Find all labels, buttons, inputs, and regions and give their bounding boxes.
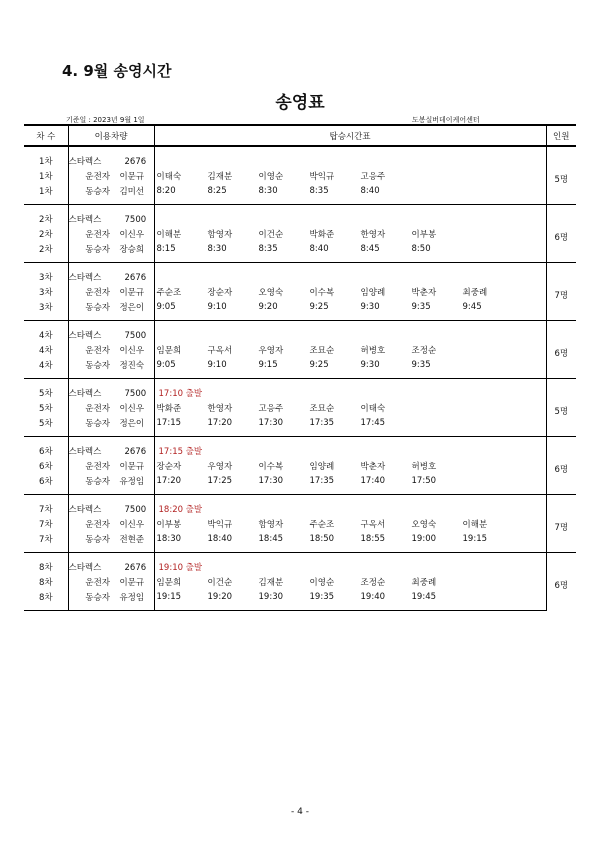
pickup-time: 9:10 <box>207 359 227 370</box>
escort-name: 정은이 <box>110 299 154 321</box>
passenger-name: 오영숙 <box>411 519 437 530</box>
pickup-times <box>154 531 546 553</box>
depart-cell <box>154 146 546 168</box>
escort-label: 동승자 <box>68 589 110 611</box>
driver-name: 이신우 <box>110 342 154 357</box>
escort-name: 유정임 <box>110 589 154 611</box>
passenger-name: 이해분 <box>156 229 182 240</box>
driver-row <box>24 574 576 589</box>
depart-time: 18:20 출발 <box>158 504 203 515</box>
pickup-time: 17:30 <box>258 475 284 486</box>
pickup-time: 9:05 <box>156 359 176 370</box>
pickup-time: 8:50 <box>411 243 431 254</box>
passenger-name: 최중례 <box>462 287 488 298</box>
pickup-time: 19:15 <box>462 533 488 544</box>
pickup-time: 19:40 <box>360 591 386 602</box>
pickup-time: 17:40 <box>360 475 386 486</box>
car-label: 5차 <box>24 415 68 437</box>
passenger-name: 최중례 <box>411 577 437 588</box>
passenger-name: 주순조 <box>309 519 335 530</box>
pickup-time: 17:20 <box>156 475 182 486</box>
driver-label: 운전자 <box>85 577 110 588</box>
car-label: 7차 <box>24 531 68 553</box>
car-label: 2차 <box>24 241 68 263</box>
pickup-time: 19:15 <box>156 591 182 602</box>
passenger-name: 우영자 <box>258 345 284 356</box>
escort-label: 동승자 <box>85 244 110 255</box>
pickup-time: 9:05 <box>156 301 176 312</box>
escort-row <box>24 357 576 379</box>
depart-cell <box>154 321 546 343</box>
pickup-time: 9:30 <box>360 301 380 312</box>
passenger-name: 함영자 <box>207 229 233 240</box>
center-name: 도봉실버데이케어센터 <box>412 116 480 124</box>
driver-row <box>24 342 576 357</box>
header-car: 차 수 <box>24 125 68 146</box>
passenger-count: 6명 <box>546 321 576 379</box>
passenger-name: 이태숙 <box>360 403 386 414</box>
pickup-time: 17:20 <box>207 417 233 428</box>
pickup-time: 9:25 <box>309 301 329 312</box>
pickup-time: 9:35 <box>411 301 431 312</box>
passenger-names <box>154 574 546 589</box>
driver-name: 이문규 <box>110 284 154 299</box>
pickup-time: 17:35 <box>309 475 335 486</box>
pickup-time: 18:40 <box>207 533 233 544</box>
pickup-time: 17:25 <box>207 475 233 486</box>
escort-name: 김미선 <box>110 183 154 205</box>
depart-time <box>155 156 159 166</box>
driver-row <box>24 458 576 473</box>
vehicle-row <box>24 437 576 459</box>
driver-name: 이문규 <box>110 574 154 589</box>
passenger-name: 이영순 <box>258 171 284 182</box>
escort-row <box>24 473 576 495</box>
passenger-names <box>154 226 546 241</box>
pickup-times <box>154 589 546 611</box>
driver-row <box>24 168 576 183</box>
vehicle-cell <box>68 321 154 343</box>
passenger-name: 장순자 <box>207 287 233 298</box>
vehicle-cell <box>68 553 154 575</box>
passenger-name: 허병호 <box>411 461 437 472</box>
pickup-times <box>154 473 546 495</box>
pickup-time: 17:15 <box>156 417 182 428</box>
escort-label: 동승자 <box>85 302 110 313</box>
passenger-name: 한영자 <box>207 403 233 414</box>
passenger-name: 임문희 <box>156 577 182 588</box>
table-header-row <box>24 125 576 146</box>
escort-label: 동승자 <box>85 476 110 487</box>
passenger-name: 이태숙 <box>156 171 182 182</box>
pickup-time: 9:30 <box>360 359 380 370</box>
pickup-time: 8:25 <box>207 185 227 196</box>
car-label: 4차 <box>24 357 68 379</box>
driver-label: 운전자 <box>85 345 110 356</box>
pickup-time: 18:45 <box>258 533 284 544</box>
passenger-name: 김재분 <box>207 171 233 182</box>
passenger-name: 박익규 <box>207 519 233 530</box>
passenger-name: 이수복 <box>309 287 335 298</box>
depart-time: 17:15 출발 <box>158 446 203 457</box>
pickup-time: 17:35 <box>309 417 335 428</box>
vehicle-cell <box>68 437 154 459</box>
escort-row <box>24 531 576 553</box>
vehicle-row <box>24 495 576 517</box>
vehicle-row <box>24 321 576 343</box>
vehicle-row <box>24 205 576 227</box>
header-vehicle: 이용차량 <box>68 125 154 146</box>
passenger-name: 구옥서 <box>207 345 233 356</box>
depart-cell <box>154 205 546 227</box>
escort-name: 정진숙 <box>110 357 154 379</box>
document-title: 송영표 <box>275 93 325 113</box>
driver-name: 이신우 <box>110 400 154 415</box>
driver-label: 운전자 <box>85 287 110 298</box>
pickup-time: 19:45 <box>411 591 437 602</box>
pickup-time: 9:35 <box>411 359 431 370</box>
vehicle-name: 스타렉스 <box>68 446 102 457</box>
escort-name: 장승희 <box>110 241 154 263</box>
pickup-times <box>154 299 546 321</box>
passenger-count: 5명 <box>546 379 576 437</box>
header-count: 인원 <box>546 125 576 146</box>
driver-name: 이문규 <box>110 458 154 473</box>
passenger-name: 조정순 <box>360 577 386 588</box>
pickup-time: 8:30 <box>207 243 227 254</box>
passenger-name: 구옥서 <box>360 519 386 530</box>
depart-time <box>155 214 159 224</box>
vehicle-number: 2676 <box>124 446 147 457</box>
vehicle-number: 2676 <box>124 156 147 167</box>
passenger-count: 5명 <box>546 146 576 205</box>
pickup-time: 8:15 <box>156 243 176 254</box>
driver-label: 운전자 <box>85 461 110 472</box>
vehicle-name: 스타렉스 <box>68 272 102 283</box>
pickup-time: 8:45 <box>360 243 380 254</box>
depart-time <box>155 272 159 282</box>
escort-row <box>24 299 576 321</box>
schedule-body <box>24 146 576 611</box>
pickup-time: 17:50 <box>411 475 437 486</box>
car-label: 3차 <box>24 263 68 285</box>
passenger-name: 박춘자 <box>411 287 437 298</box>
passenger-name: 이건순 <box>207 577 233 588</box>
driver-row <box>24 400 576 415</box>
pickup-times <box>154 357 546 379</box>
driver-row <box>24 226 576 241</box>
passenger-name: 이부봉 <box>411 229 437 240</box>
car-label: 5차 <box>24 400 68 415</box>
schedule-table <box>24 124 576 611</box>
vehicle-name: 스타렉스 <box>68 388 102 399</box>
car-label: 6차 <box>24 437 68 459</box>
pickup-time: 9:15 <box>258 359 278 370</box>
driver-row <box>24 284 576 299</box>
passenger-name: 김재분 <box>258 577 284 588</box>
depart-cell <box>154 379 546 401</box>
depart-time: 19:10 출발 <box>158 562 203 573</box>
car-label: 4차 <box>24 321 68 343</box>
passenger-name: 고응주 <box>258 403 284 414</box>
pickup-time: 18:50 <box>309 533 335 544</box>
vehicle-cell <box>68 146 154 168</box>
car-label: 1차 <box>24 146 68 168</box>
passenger-count: 6명 <box>546 205 576 263</box>
driver-label: 운전자 <box>85 519 110 530</box>
car-label: 8차 <box>24 553 68 575</box>
car-label: 8차 <box>24 589 68 611</box>
vehicle-name: 스타렉스 <box>68 330 102 341</box>
escort-label: 동승자 <box>85 418 110 429</box>
depart-cell <box>154 263 546 285</box>
passenger-name: 박화준 <box>309 229 335 240</box>
passenger-name: 임양례 <box>360 287 386 298</box>
passenger-name: 오영숙 <box>258 287 284 298</box>
base-date: 기준일 : 2023년 9월 1일 <box>66 116 145 124</box>
pickup-time: 19:20 <box>207 591 233 602</box>
passenger-name: 이건순 <box>258 229 284 240</box>
header-schedule: 탑승시간표 <box>154 125 546 146</box>
vehicle-number: 2676 <box>124 272 147 283</box>
vehicle-name: 스타렉스 <box>68 214 102 225</box>
passenger-names <box>154 400 546 415</box>
passenger-name: 이수복 <box>258 461 284 472</box>
car-label: 6차 <box>24 473 68 495</box>
vehicle-number: 7500 <box>124 330 147 341</box>
pickup-time: 8:30 <box>258 185 278 196</box>
car-label: 8차 <box>24 574 68 589</box>
depart-time <box>155 330 159 340</box>
pickup-time: 9:25 <box>309 359 329 370</box>
car-label: 6차 <box>24 458 68 473</box>
passenger-names <box>154 458 546 473</box>
driver-name: 이신우 <box>110 226 154 241</box>
passenger-name: 임문희 <box>156 345 182 356</box>
pickup-time: 8:20 <box>156 185 176 196</box>
vehicle-cell <box>68 379 154 401</box>
escort-label: 동승자 <box>85 534 110 545</box>
depart-cell <box>154 553 546 575</box>
pickup-time: 8:35 <box>309 185 329 196</box>
passenger-name: 주순조 <box>156 287 182 298</box>
car-label: 4차 <box>24 342 68 357</box>
escort-row <box>24 183 576 205</box>
driver-label: 운전자 <box>85 229 110 240</box>
pickup-time: 19:00 <box>411 533 437 544</box>
pickup-times <box>154 415 546 437</box>
car-label: 7차 <box>24 516 68 531</box>
vehicle-name: 스타렉스 <box>68 562 102 573</box>
pickup-time: 8:40 <box>360 185 380 196</box>
passenger-name: 장순자 <box>156 461 182 472</box>
driver-label: 운전자 <box>85 403 110 414</box>
vehicle-name: 스타렉스 <box>68 504 102 515</box>
passenger-name: 이영순 <box>309 577 335 588</box>
car-label: 2차 <box>24 226 68 241</box>
escort-label: 동승자 <box>85 360 110 371</box>
car-label: 1차 <box>24 183 68 205</box>
vehicle-row <box>24 263 576 285</box>
pickup-times <box>154 183 546 205</box>
passenger-names <box>154 168 546 183</box>
passenger-name: 한영자 <box>360 229 386 240</box>
passenger-count: 7명 <box>546 263 576 321</box>
escort-row <box>24 415 576 437</box>
passenger-name: 조묘순 <box>309 403 335 414</box>
vehicle-row <box>24 379 576 401</box>
vehicle-cell <box>68 495 154 517</box>
passenger-names <box>154 284 546 299</box>
pickup-time: 17:30 <box>258 417 284 428</box>
passenger-name: 우영자 <box>207 461 233 472</box>
escort-row <box>24 589 576 611</box>
vehicle-row <box>24 146 576 168</box>
pickup-time: 9:20 <box>258 301 278 312</box>
pickup-time: 19:30 <box>258 591 284 602</box>
vehicle-number: 7500 <box>124 504 147 515</box>
vehicle-row <box>24 553 576 575</box>
driver-label: 운전자 <box>85 171 110 182</box>
passenger-name: 박춘자 <box>360 461 386 472</box>
pickup-time: 19:35 <box>309 591 335 602</box>
pickup-time: 18:55 <box>360 533 386 544</box>
passenger-count: 6명 <box>546 553 576 611</box>
pickup-time: 8:35 <box>258 243 278 254</box>
escort-label: 동승자 <box>85 186 110 197</box>
passenger-name: 함영자 <box>258 519 284 530</box>
vehicle-number: 2676 <box>124 562 147 573</box>
escort-name: 전현준 <box>110 531 154 553</box>
vehicle-number: 7500 <box>124 214 147 225</box>
pickup-times <box>154 241 546 263</box>
depart-cell <box>154 495 546 517</box>
pickup-time: 18:30 <box>156 533 182 544</box>
driver-name: 이문규 <box>110 168 154 183</box>
passenger-name: 조묘순 <box>309 345 335 356</box>
depart-cell <box>154 437 546 459</box>
depart-time: 17:10 출발 <box>158 388 203 399</box>
passenger-name: 이해분 <box>462 519 488 530</box>
driver-name: 이신우 <box>110 516 154 531</box>
page-number: - 4 - <box>291 807 309 817</box>
vehicle-cell <box>68 263 154 285</box>
escort-name: 유정임 <box>110 473 154 495</box>
passenger-name: 허병호 <box>360 345 386 356</box>
passenger-count: 7명 <box>546 495 576 553</box>
vehicle-name: 스타렉스 <box>68 156 102 167</box>
vehicle-number: 7500 <box>124 388 147 399</box>
passenger-name: 임양례 <box>309 461 335 472</box>
pickup-time: 17:45 <box>360 417 386 428</box>
passenger-count: 6명 <box>546 437 576 495</box>
vehicle-cell <box>68 205 154 227</box>
escort-row <box>24 241 576 263</box>
passenger-name: 박화준 <box>156 403 182 414</box>
section-title: 4. 9월 송영시간 <box>62 62 172 80</box>
passenger-names <box>154 516 546 531</box>
pickup-time: 8:40 <box>309 243 329 254</box>
car-label: 5차 <box>24 379 68 401</box>
car-label: 3차 <box>24 284 68 299</box>
car-label: 3차 <box>24 299 68 321</box>
driver-row <box>24 516 576 531</box>
car-label: 1차 <box>24 168 68 183</box>
passenger-name: 조정순 <box>411 345 437 356</box>
passenger-name: 박익규 <box>309 171 335 182</box>
passenger-names <box>154 342 546 357</box>
passenger-name: 고응주 <box>360 171 386 182</box>
car-label: 7차 <box>24 495 68 517</box>
car-label: 2차 <box>24 205 68 227</box>
passenger-name: 이부봉 <box>156 519 182 530</box>
pickup-time: 9:10 <box>207 301 227 312</box>
escort-name: 정은이 <box>110 415 154 437</box>
pickup-time: 9:45 <box>462 301 482 312</box>
